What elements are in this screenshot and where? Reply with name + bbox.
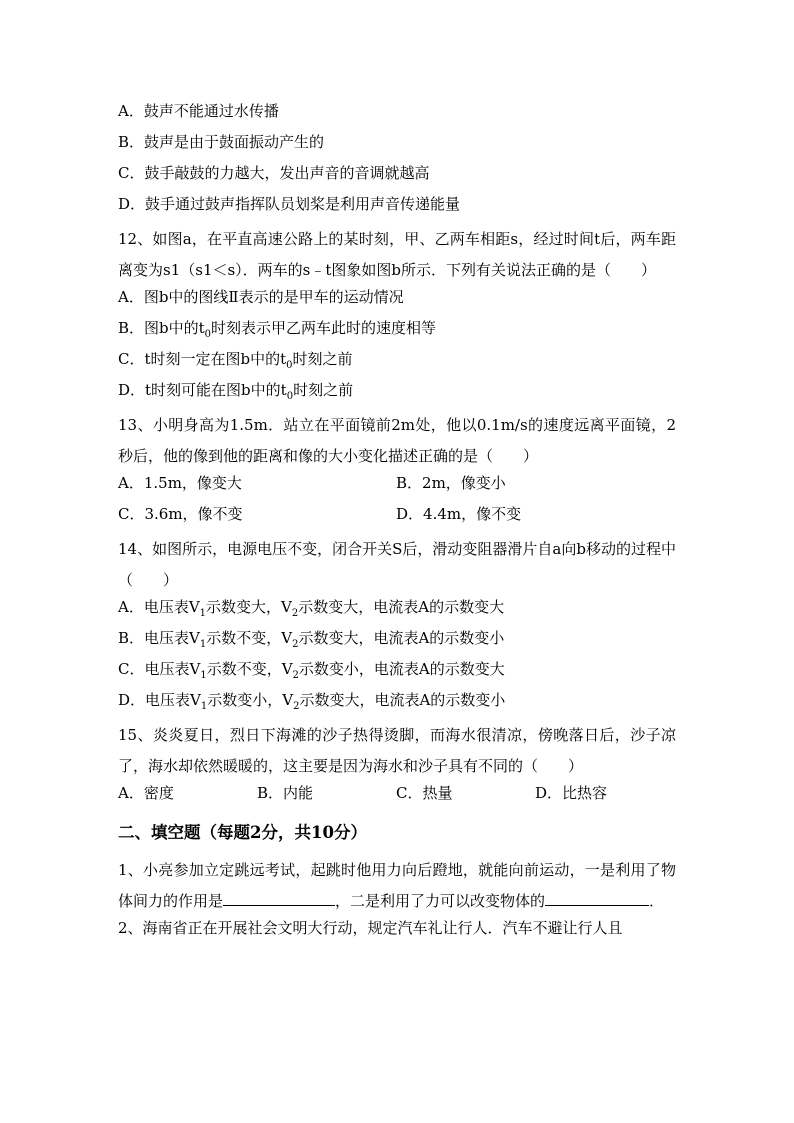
- q14-option-b: [118, 627, 676, 658]
- q14-option-c-text-1: C．电压表V: [118, 660, 201, 678]
- q15-options-row: [118, 782, 676, 813]
- q13-option-b: B．2m，像变小: [396, 474, 506, 492]
- fill1-text-2: ，二是利用了力可以改变物体的: [335, 892, 546, 910]
- q12-option-c-subscript: 0: [286, 360, 293, 371]
- q15-option-c: C．热量: [396, 784, 453, 802]
- q14-option-c-sub-1: 1: [200, 670, 207, 681]
- fill1-text-1: 1、小亮参加立定跳远考试，起跳时他用力向后蹬地，就能向前运动，一是利用了物体间力的作用是: [118, 861, 676, 910]
- q12-option-d-text-2: 时刻之前: [293, 381, 354, 399]
- fill1-answer-blank-1[interactable]: [223, 887, 335, 906]
- q14-option-d-text-1: D．电压表V: [118, 691, 201, 709]
- q14-option-b-sub-2: 2: [292, 639, 299, 650]
- q14-option-a-text-3: 示数变大，电流表A的示数变大: [298, 598, 505, 616]
- q14-option-c: [118, 658, 676, 689]
- q14-option-b-sub-1: 1: [199, 639, 207, 650]
- q13-stem: 13、小明身高为1.5m．站立在平面镜前2m处，他以0.1m/s的速度远离平面镜，2秒后，他的像到他的距离和像的大小变化描述正确的是（ ）: [118, 416, 676, 465]
- fill1-answer-blank-2b[interactable]: [609, 887, 649, 906]
- q14-option-c-sub-2: 2: [292, 670, 299, 681]
- q13-option-d: D．4.4m，像不变: [396, 505, 522, 523]
- q12-stem: 12、如图a，在平直高速公路上的某时刻，甲、乙两车相距s，经过时间t后，两车距离变为s1（s1＜s）．两车的s﹣t图象如图b所示．下列有关说法正确的是（ ）: [118, 230, 676, 279]
- page-content: [118, 100, 676, 948]
- q14-option-d-text-3: 示数变大，电流表A的示数变小: [299, 691, 506, 709]
- q12-option-c-text-2: 时刻之前: [292, 350, 353, 368]
- q15-option-b: B．内能: [257, 784, 314, 802]
- q14-option-d-sub-1: 1: [200, 701, 208, 712]
- q14-option-a-text-2: 示数变大，V: [206, 598, 292, 616]
- q14-option-c-text-2: 示数不变，V: [206, 660, 293, 678]
- q15-option-a: A．密度: [118, 784, 174, 802]
- fill-question-2: 2、海南省正在开展社会文明大行动，规定汽车礼让行人．汽车不避让行人且: [118, 919, 623, 937]
- q14-option-d-text-2: 示数变小，V: [207, 691, 294, 709]
- q14-option-d-sub-2: 2: [293, 701, 300, 712]
- q14-option-a: [118, 596, 676, 627]
- q14-option-b-text-3: 示数变大，电流表A的示数变小: [298, 629, 505, 647]
- q13-options-row-1: [118, 472, 676, 503]
- q15-option-d: D．比热容: [535, 784, 608, 802]
- q13-option-c: C．3.6m，像不变: [118, 505, 243, 523]
- q13-option-a: A．1.5m，像变大: [118, 474, 242, 492]
- fill-question-1: [118, 855, 676, 917]
- q14-stem: 14、如图所示，电源电压不变，闭合开关S后，滑动变阻器滑片自a向b移动的过程中（ ）: [118, 540, 676, 589]
- q12-option-d: [118, 379, 676, 410]
- q11-option-a: A．鼓声不能通过水传播: [118, 102, 279, 120]
- q11-option-b: B．鼓声是由于鼓面振动产生的: [118, 133, 325, 151]
- q14-option-c-text-3: 示数变小，电流表A的示数变大: [298, 660, 505, 678]
- q12-option-b-subscript: 0: [204, 329, 212, 340]
- fill1-answer-blank-2a[interactable]: [545, 887, 609, 906]
- q13-options-row-2: [118, 503, 676, 534]
- q12-option-b: [118, 317, 676, 348]
- q15-stem: 15、炎炎夏日，烈日下海滩的沙子热得烫脚，而海水很清凉，傍晚落日后，沙子凉了，海水却依然暖暖的，这主要是因为海水和沙子具有不同的（ ）: [118, 726, 676, 775]
- q12-option-c: [118, 348, 676, 379]
- q14-option-a-sub-1: 1: [199, 608, 207, 619]
- q12-option-b-text-1: B．图b中的t: [118, 319, 205, 337]
- q12-option-a: A．图b中的图线Ⅱ表示的是甲车的运动情况: [118, 288, 404, 306]
- q14-option-d: [118, 689, 676, 720]
- q11-option-d: D．鼓手通过鼓声指挥队员划桨是利用声音传递能量: [118, 195, 461, 213]
- q12-option-c-text-1: C．t时刻一定在图b中的t: [118, 350, 287, 368]
- q11-option-c: C．鼓手敲鼓的力越大，发出声音的音调就越高: [118, 164, 430, 182]
- section-2-heading: 二、填空题（每题2分，共10分）: [118, 823, 367, 842]
- q14-option-a-text-1: A．电压表V: [118, 598, 200, 616]
- q12-option-d-text-1: D．t时刻可能在图b中的t: [118, 381, 287, 399]
- q14-option-b-text-1: B．电压表V: [118, 629, 200, 647]
- fill1-text-3: ．: [649, 892, 665, 910]
- q14-option-b-text-2: 示数不变，V: [206, 629, 293, 647]
- q12-option-d-subscript: 0: [286, 391, 294, 402]
- q12-option-b-text-2: 时刻表示甲乙两车此时的速度相等: [211, 319, 437, 337]
- q14-option-a-sub-2: 2: [291, 608, 299, 619]
